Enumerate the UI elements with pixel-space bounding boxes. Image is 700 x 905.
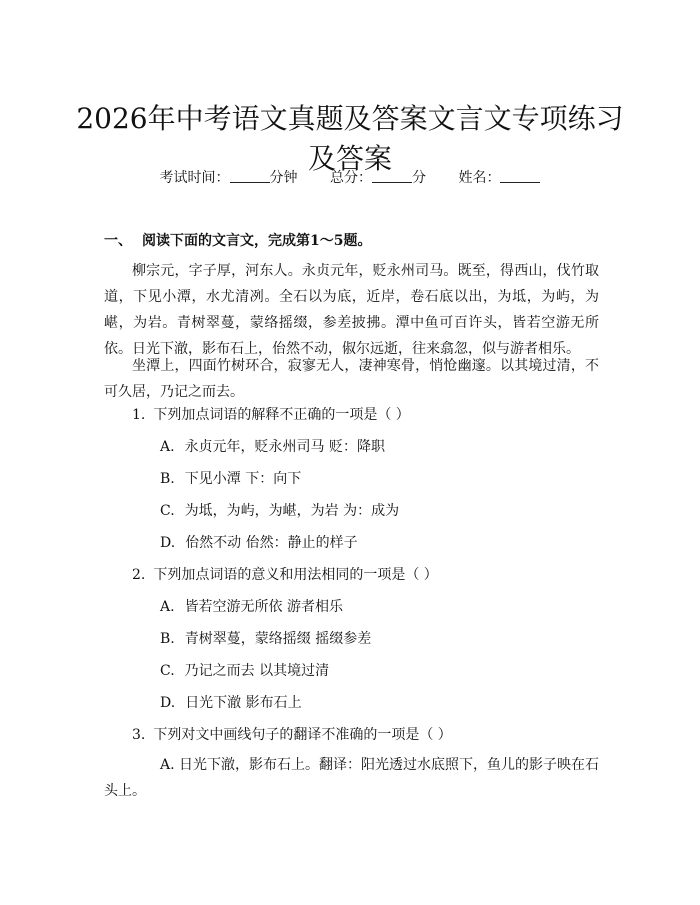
exam-name-blank [500,169,540,183]
exam-info [0,169,700,187]
option-letter: A. [160,439,175,455]
question-text: 下列加点词语的解释不正确的一项是（ ） [153,407,410,423]
exam-score [330,170,426,186]
option-text: 永贞元年，贬永州司马 贬：降职 [184,439,386,455]
option-a [160,598,343,616]
exam-score-unit: 分 [412,170,426,186]
option-text: 日光下澈 影布石上 [185,695,302,711]
exam-score-label: 总分： [330,170,372,186]
passage-paragraph: 坐潭上，四面竹树环合，寂寥无人，凄神寒骨，悄怆幽邃。以其境过清，不可久居，乃记之而去。 [104,358,599,400]
question-number: 2. [132,567,146,583]
option-letter: B. [160,471,175,487]
exam-time-unit: 分钟 [269,170,298,186]
passage-paragraph: 柳宗元，字子厚，河东人。永贞元年，贬永州司马。既至，得西山，伐竹取道，下见小潭，水尤清冽。全石以为底，近岸，卷石底以出，为坻，为屿，为嵁，为岩。青树翠蔓，蒙络摇缀，参差披拂。潭中鱼可百许头，皆若空游无所依。日光下澈，影布石上，佁然不动，俶尔远逝，往来翕忽，似与游者相乐。 [104,263,599,357]
document-title [60,99,640,179]
option-d [160,534,358,552]
option-text: 乃记之而去 以其境过清 [184,663,330,679]
option-b [160,630,371,648]
option-d [160,694,302,712]
exam-time-blank [230,169,270,183]
option-letter: D. [160,695,176,711]
option-text: 青树翠蔓，蒙络摇缀 摇缀参差 [184,631,372,647]
exam-name [458,170,540,186]
option-letter: A. [160,599,175,615]
option-letter: C. [160,663,175,679]
question-number: 1. [132,407,146,423]
question-text: 下列加点词语的意义和用法相同的一项是（ ） [153,567,438,583]
section-heading-text: 阅读下面的文言文，完成第1～5题。 [142,233,372,249]
question-number: 3. [132,727,146,743]
section-heading [104,232,371,250]
option-c [160,662,329,680]
question-text: 下列对文中画线句子的翻译不准确的一项是（ ） [153,727,452,743]
option-text: 下见小潭 下：向下 [184,471,302,487]
option-text: 日光下澈，影布石上。翻译：阳光透过水底照下，鱼儿的影子映在石头上。 [104,757,600,799]
exam-time-label: 考试时间： [159,170,230,186]
option-a [160,438,385,456]
exam-time [160,170,298,186]
option-letter: A. [160,757,175,773]
option-b [160,470,301,488]
option-letter: D. [160,535,176,551]
option-a [104,752,599,804]
option-text: 佁然不动 佁然：静止的样子 [185,535,358,551]
question [132,406,410,424]
question [132,566,438,584]
option-letter: C. [160,503,175,519]
title-line-2: 及答案 [307,141,392,175]
title-line-1: 2026年中考语文真题及答案文言文专项练习 [76,101,624,135]
section-number: 一、 [104,233,132,249]
option-c [160,502,399,520]
option-letter: B. [160,631,175,647]
option-text: 皆若空游无所依 游者相乐 [184,599,344,615]
option-text: 为坻，为屿，为嵁，为岩 为：成为 [184,503,400,519]
exam-name-label: 姓名： [458,170,501,186]
question [132,726,452,744]
exam-score-blank [372,169,412,183]
